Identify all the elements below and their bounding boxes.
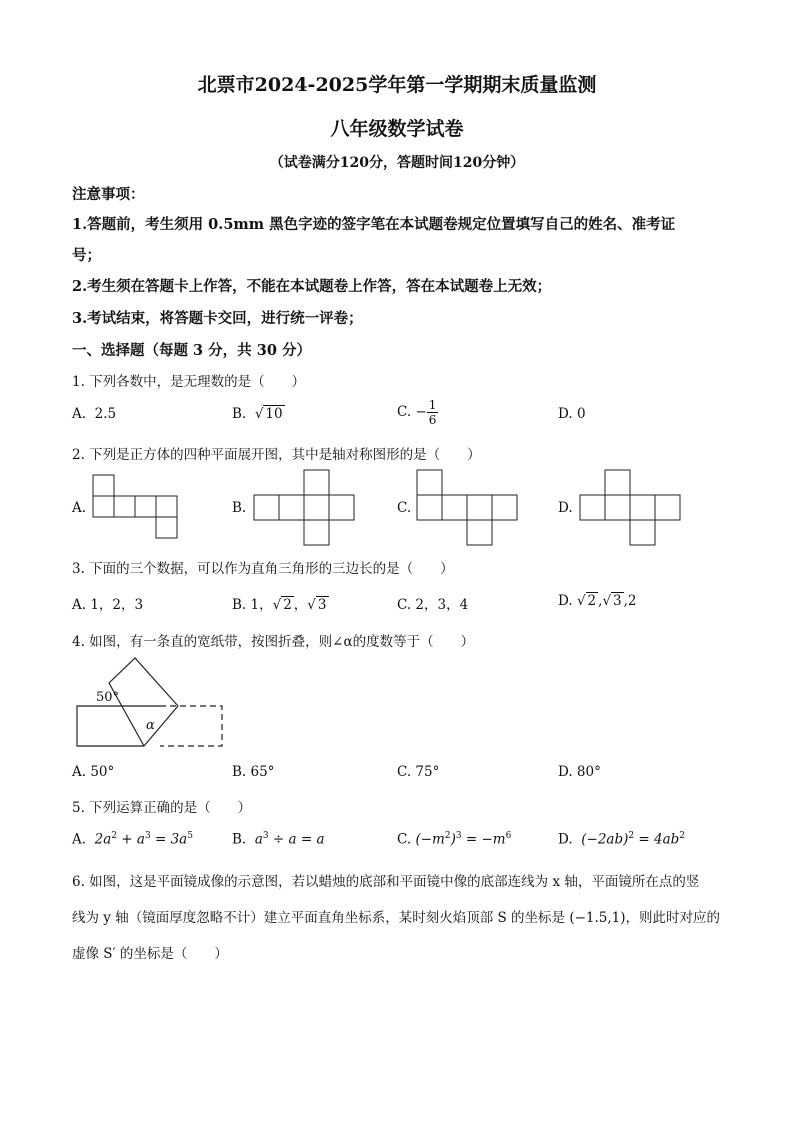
term: (−m bbox=[415, 831, 445, 848]
exam-title: 北票市2024-2025学年第一学期期末质量监测 bbox=[197, 74, 597, 96]
q4-option-b: B. 65° bbox=[232, 764, 275, 780]
sqrt-expression: √ 2 bbox=[576, 593, 597, 609]
q3-option-c: C. 2，3，4 bbox=[397, 597, 469, 613]
q5-option-d bbox=[558, 831, 685, 848]
option-label: B. bbox=[232, 831, 247, 848]
exponent: 5 bbox=[187, 831, 193, 841]
option-label: D. bbox=[558, 406, 573, 422]
question-6-line-2: 线为 y 轴（镜面厚度忽略不计）建立平面直角坐标系，某时刻火焰顶部 S 的坐标是 (−1.5,1)，则此时对应的 bbox=[72, 910, 721, 926]
exponent: 3 bbox=[262, 831, 269, 841]
numerator: 1 bbox=[428, 398, 437, 412]
question-5-stem: 5. 下列运算正确的是（ ） bbox=[72, 800, 252, 816]
section-heading: 一、选择题（每题 3 分，共 30 分） bbox=[72, 342, 311, 359]
option-label: D. bbox=[558, 831, 573, 848]
option-label: B. bbox=[232, 406, 247, 422]
separator: , bbox=[598, 593, 603, 609]
exponent: 3 bbox=[455, 831, 462, 841]
sqrt-expression: √ 10 bbox=[254, 406, 283, 422]
exponent: 6 bbox=[505, 831, 512, 841]
q2-option-d-label: D. bbox=[558, 500, 573, 516]
option-value: 0 bbox=[576, 406, 586, 422]
exponent: 2 bbox=[679, 831, 686, 841]
q5-option-b bbox=[232, 831, 325, 848]
sqrt-expression: √ 2 bbox=[272, 597, 292, 613]
figure-alpha-label: α bbox=[146, 718, 155, 733]
notice-item-3: 3.考试结束，将答题卡交回，进行统一评卷； bbox=[72, 310, 363, 327]
q4-option-a: A. 50° bbox=[72, 764, 115, 780]
q3-option-a: A. 1，2，3 bbox=[72, 597, 144, 613]
radicand: 2 bbox=[587, 593, 597, 609]
term: (−2ab) bbox=[581, 831, 629, 848]
term: ÷ a = a bbox=[268, 831, 325, 848]
option-tail: ,2 bbox=[623, 593, 637, 609]
question-3-stem: 3. 下面的三个数据，可以作为直角三角形的三边长的是（ ） bbox=[72, 561, 454, 577]
option-label: B. 1， bbox=[232, 597, 273, 613]
exponent: 2 bbox=[111, 831, 118, 841]
option-label: D. bbox=[558, 593, 573, 609]
notice-item-1: 1.答题前，考生须用 0.5mm 黑色字迹的签字笔在本试题卷规定位置填写自己的姓名、准考证 bbox=[72, 216, 676, 233]
question-4-stem: 4. 如图，有一条直的宽纸带，按图折叠，则∠α的度数等于（ ） bbox=[72, 634, 475, 650]
option-label: C. bbox=[397, 831, 412, 848]
term: = −m bbox=[461, 831, 506, 848]
term: = 3a bbox=[150, 831, 188, 848]
option-value: 2.5 bbox=[94, 406, 117, 422]
q2-option-b-label: B. bbox=[232, 500, 247, 516]
radicand: 10 bbox=[265, 406, 283, 422]
radicand: 2 bbox=[283, 597, 292, 613]
exponent: 3 bbox=[144, 831, 151, 841]
separator: ， bbox=[293, 597, 308, 613]
minus-sign: − bbox=[415, 404, 427, 420]
exam-subtitle: 八年级数学试卷 bbox=[330, 118, 464, 140]
question-6-line-1: 6. 如图，这是平面镜成像的示意图，若以蜡烛的底部和平面镜中像的底部连线为 x 轴，平面镜所在点的竖 bbox=[72, 874, 700, 890]
question-6-line-3: 虚像 S′ 的坐标是（ ） bbox=[72, 946, 228, 962]
figure-angle-label: 50° bbox=[96, 690, 120, 705]
q4-option-d: D. 80° bbox=[558, 764, 601, 780]
option-label: A. bbox=[72, 406, 87, 422]
option-label: A. bbox=[72, 831, 87, 848]
denominator: 6 bbox=[428, 413, 437, 427]
question-2-stem: 2. 下列是正方体的四种平面展开图，其中是轴对称图形的是（ ） bbox=[72, 447, 481, 463]
term: = 4ab bbox=[634, 831, 680, 848]
term: ) bbox=[450, 831, 456, 848]
notice-item-2: 2.考生须在答题卡上作答，不能在本试题卷上作答，答在本试题卷上无效； bbox=[72, 278, 552, 295]
term: + a bbox=[117, 831, 145, 848]
q2-option-a-label: A. bbox=[72, 500, 87, 516]
notice-heading: 注意事项： bbox=[72, 186, 145, 203]
question-1-stem: 1. 下列各数中，是无理数的是（ ） bbox=[72, 374, 306, 390]
term: 2a bbox=[94, 831, 112, 848]
exponent: 2 bbox=[628, 831, 635, 841]
exponent: 2 bbox=[444, 831, 451, 841]
exam-note: （试卷满分120分，答题时间120分钟） bbox=[269, 155, 525, 171]
notice-item-1-cont: 号； bbox=[72, 247, 101, 264]
q4-option-c: C. 75° bbox=[397, 764, 440, 780]
radicand: 3 bbox=[317, 597, 327, 613]
option-label: C. bbox=[397, 404, 412, 420]
sqrt-expression: √ 3 bbox=[307, 597, 327, 613]
q5-option-a bbox=[72, 831, 193, 848]
q5-option-c bbox=[397, 831, 511, 848]
radicand: 3 bbox=[613, 593, 622, 609]
sqrt-expression: √ 3 bbox=[602, 593, 622, 609]
q2-option-c-label: C. bbox=[397, 500, 412, 516]
term: a bbox=[254, 831, 263, 848]
